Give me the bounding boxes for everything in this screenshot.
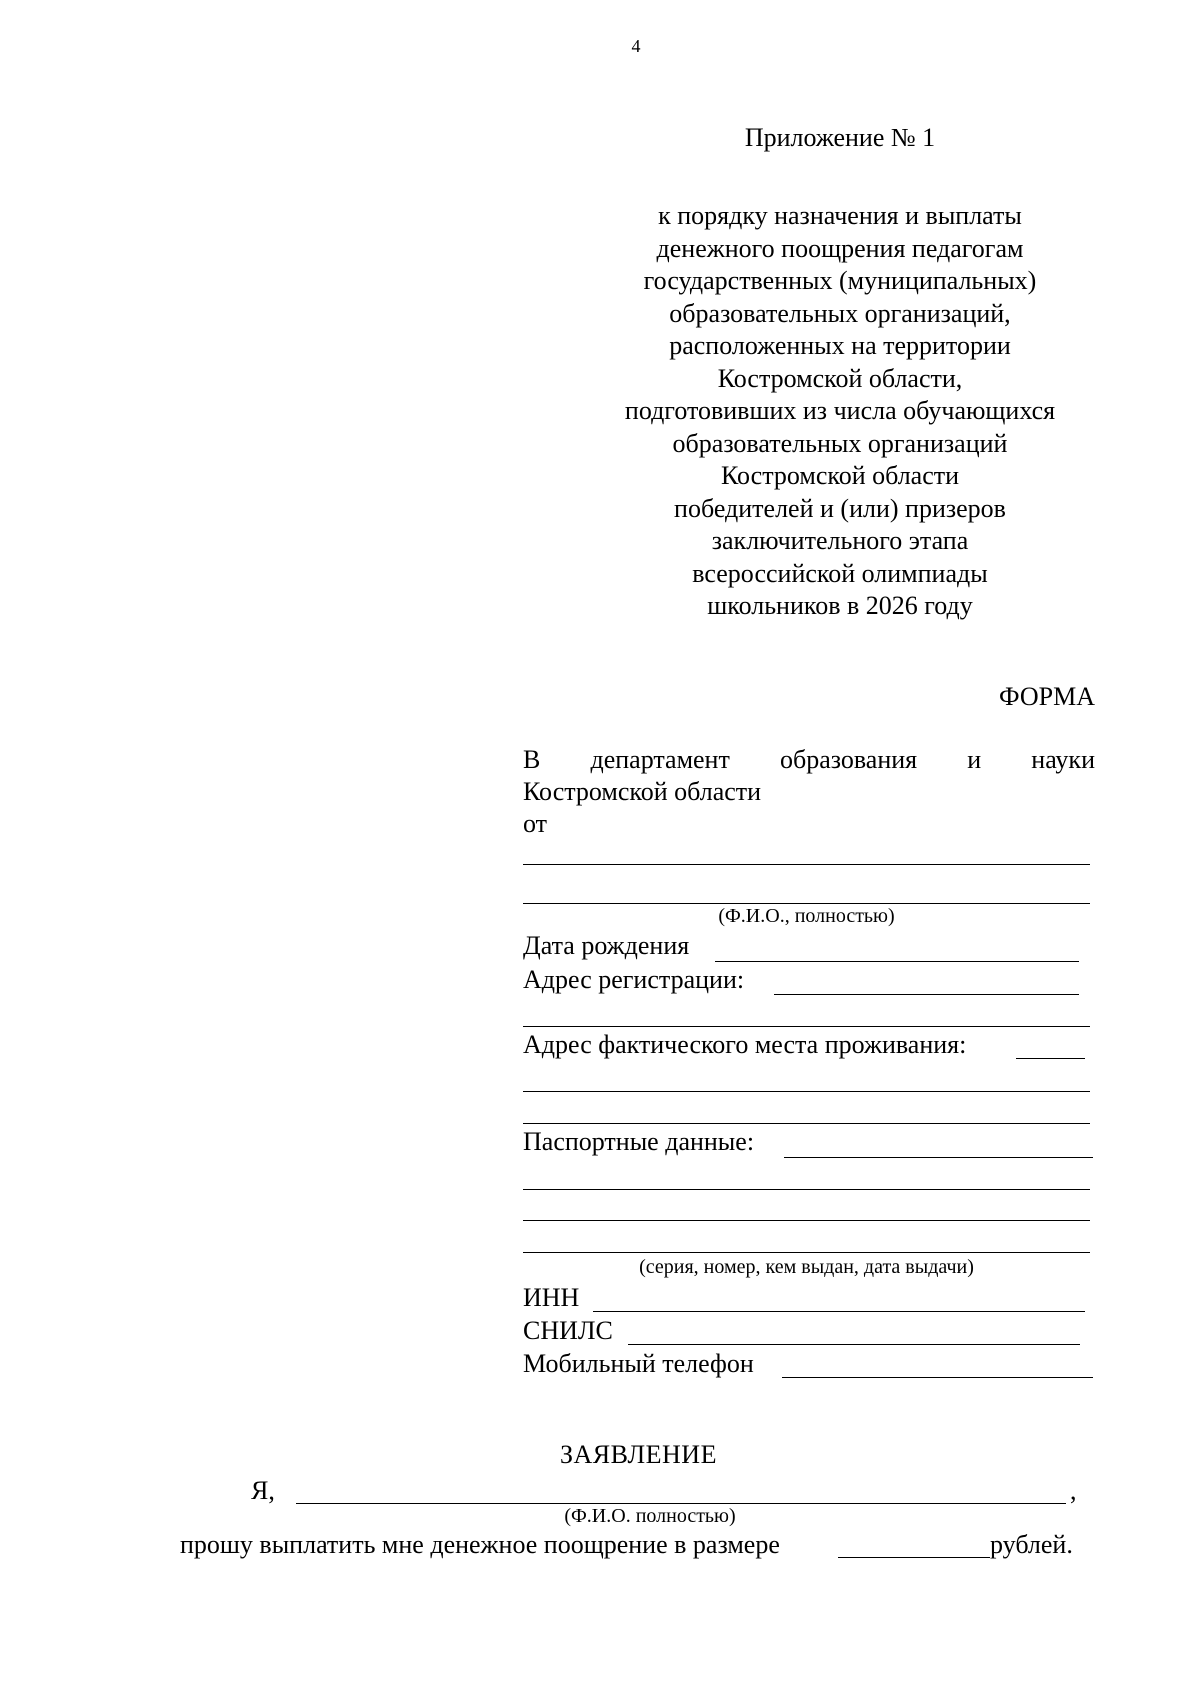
appendix-line: образовательных организаций xyxy=(672,428,1008,458)
actual-address-field-3[interactable] xyxy=(523,1123,1090,1124)
appendix-line: образовательных организаций, xyxy=(669,298,1011,328)
appendix-line: расположенных на территории xyxy=(669,331,1011,360)
appendix-line: подготовивших из числа обучающихся xyxy=(624,396,1056,425)
recipient-word: департамент xyxy=(590,745,730,774)
statement-fio-field[interactable] xyxy=(296,1503,1066,1504)
fio-caption: (Ф.И.О., полностью) xyxy=(718,905,895,927)
reg-address-label: Адрес регистрации: xyxy=(523,965,745,994)
statement-request-text: прошу выплатить мне денежное поощрение в размере xyxy=(180,1530,780,1559)
passport-caption: (серия, номер, кем выдан, дата выдачи) xyxy=(639,1256,974,1278)
page-number: 4 xyxy=(631,36,641,56)
appendix-line: победителей и (или) призеров xyxy=(674,493,1006,523)
recipient-from: от xyxy=(523,809,548,838)
reg-address-field-2[interactable] xyxy=(523,1026,1090,1027)
fio-blank-line-2[interactable] xyxy=(523,903,1090,904)
inn-field[interactable] xyxy=(593,1311,1085,1312)
actual-address-field-2[interactable] xyxy=(523,1091,1090,1092)
birth-date-label: Дата рождения xyxy=(523,931,690,960)
appendix-line: денежного поощрения педагогам xyxy=(656,233,1024,263)
passport-field-2[interactable] xyxy=(523,1189,1090,1190)
inn-label: ИНН xyxy=(523,1283,580,1312)
appendix-line: заключительного этапа xyxy=(711,526,969,555)
appendix-subtitle xyxy=(590,200,1090,623)
recipient-word: науки xyxy=(1031,745,1095,774)
recipient-block xyxy=(523,744,1095,840)
appendix-line: государственных (муниципальных) xyxy=(643,266,1037,295)
mobile-label: Мобильный телефон xyxy=(523,1349,754,1378)
recipient-word: образования xyxy=(779,745,918,774)
appendix-line: всероссийской олимпиады xyxy=(692,558,988,588)
snils-label: СНИЛС xyxy=(523,1316,613,1345)
appendix-line: Костромской области, xyxy=(717,363,963,393)
actual-address-field[interactable] xyxy=(1016,1058,1085,1059)
appendix-line: Костромской области xyxy=(720,461,960,490)
statement-ya: Я, xyxy=(251,1476,275,1505)
appendix-line: школьников в 2026 году xyxy=(707,591,973,620)
statement-fio-caption: (Ф.И.О. полностью) xyxy=(564,1505,736,1527)
snils-field[interactable] xyxy=(628,1344,1080,1345)
appendix-title: Приложение № 1 xyxy=(744,123,936,152)
passport-field-3[interactable] xyxy=(523,1220,1090,1221)
mobile-field[interactable] xyxy=(782,1377,1093,1378)
passport-field-4[interactable] xyxy=(523,1252,1090,1253)
recipient-word: В xyxy=(523,745,541,774)
statement-amount-field[interactable] xyxy=(838,1557,990,1558)
recipient-line xyxy=(523,744,1095,776)
reg-address-field[interactable] xyxy=(774,994,1079,995)
statement-currency: рублей. xyxy=(990,1530,1073,1559)
statement-title: ЗАЯВЛЕНИЕ xyxy=(560,1440,717,1469)
actual-address-label: Адрес фактического места проживания: xyxy=(523,1030,967,1059)
passport-label: Паспортные данные: xyxy=(523,1127,755,1156)
statement-comma: , xyxy=(1070,1476,1077,1505)
recipient-word: и xyxy=(967,745,982,774)
recipient-region: Костромской области xyxy=(523,777,762,806)
form-label: ФОРМА xyxy=(999,682,1095,711)
passport-field[interactable] xyxy=(784,1157,1093,1158)
fio-blank-line-1[interactable] xyxy=(523,864,1090,865)
appendix-line: к порядку назначения и выплаты xyxy=(658,201,1022,230)
birth-date-field[interactable] xyxy=(715,961,1079,962)
